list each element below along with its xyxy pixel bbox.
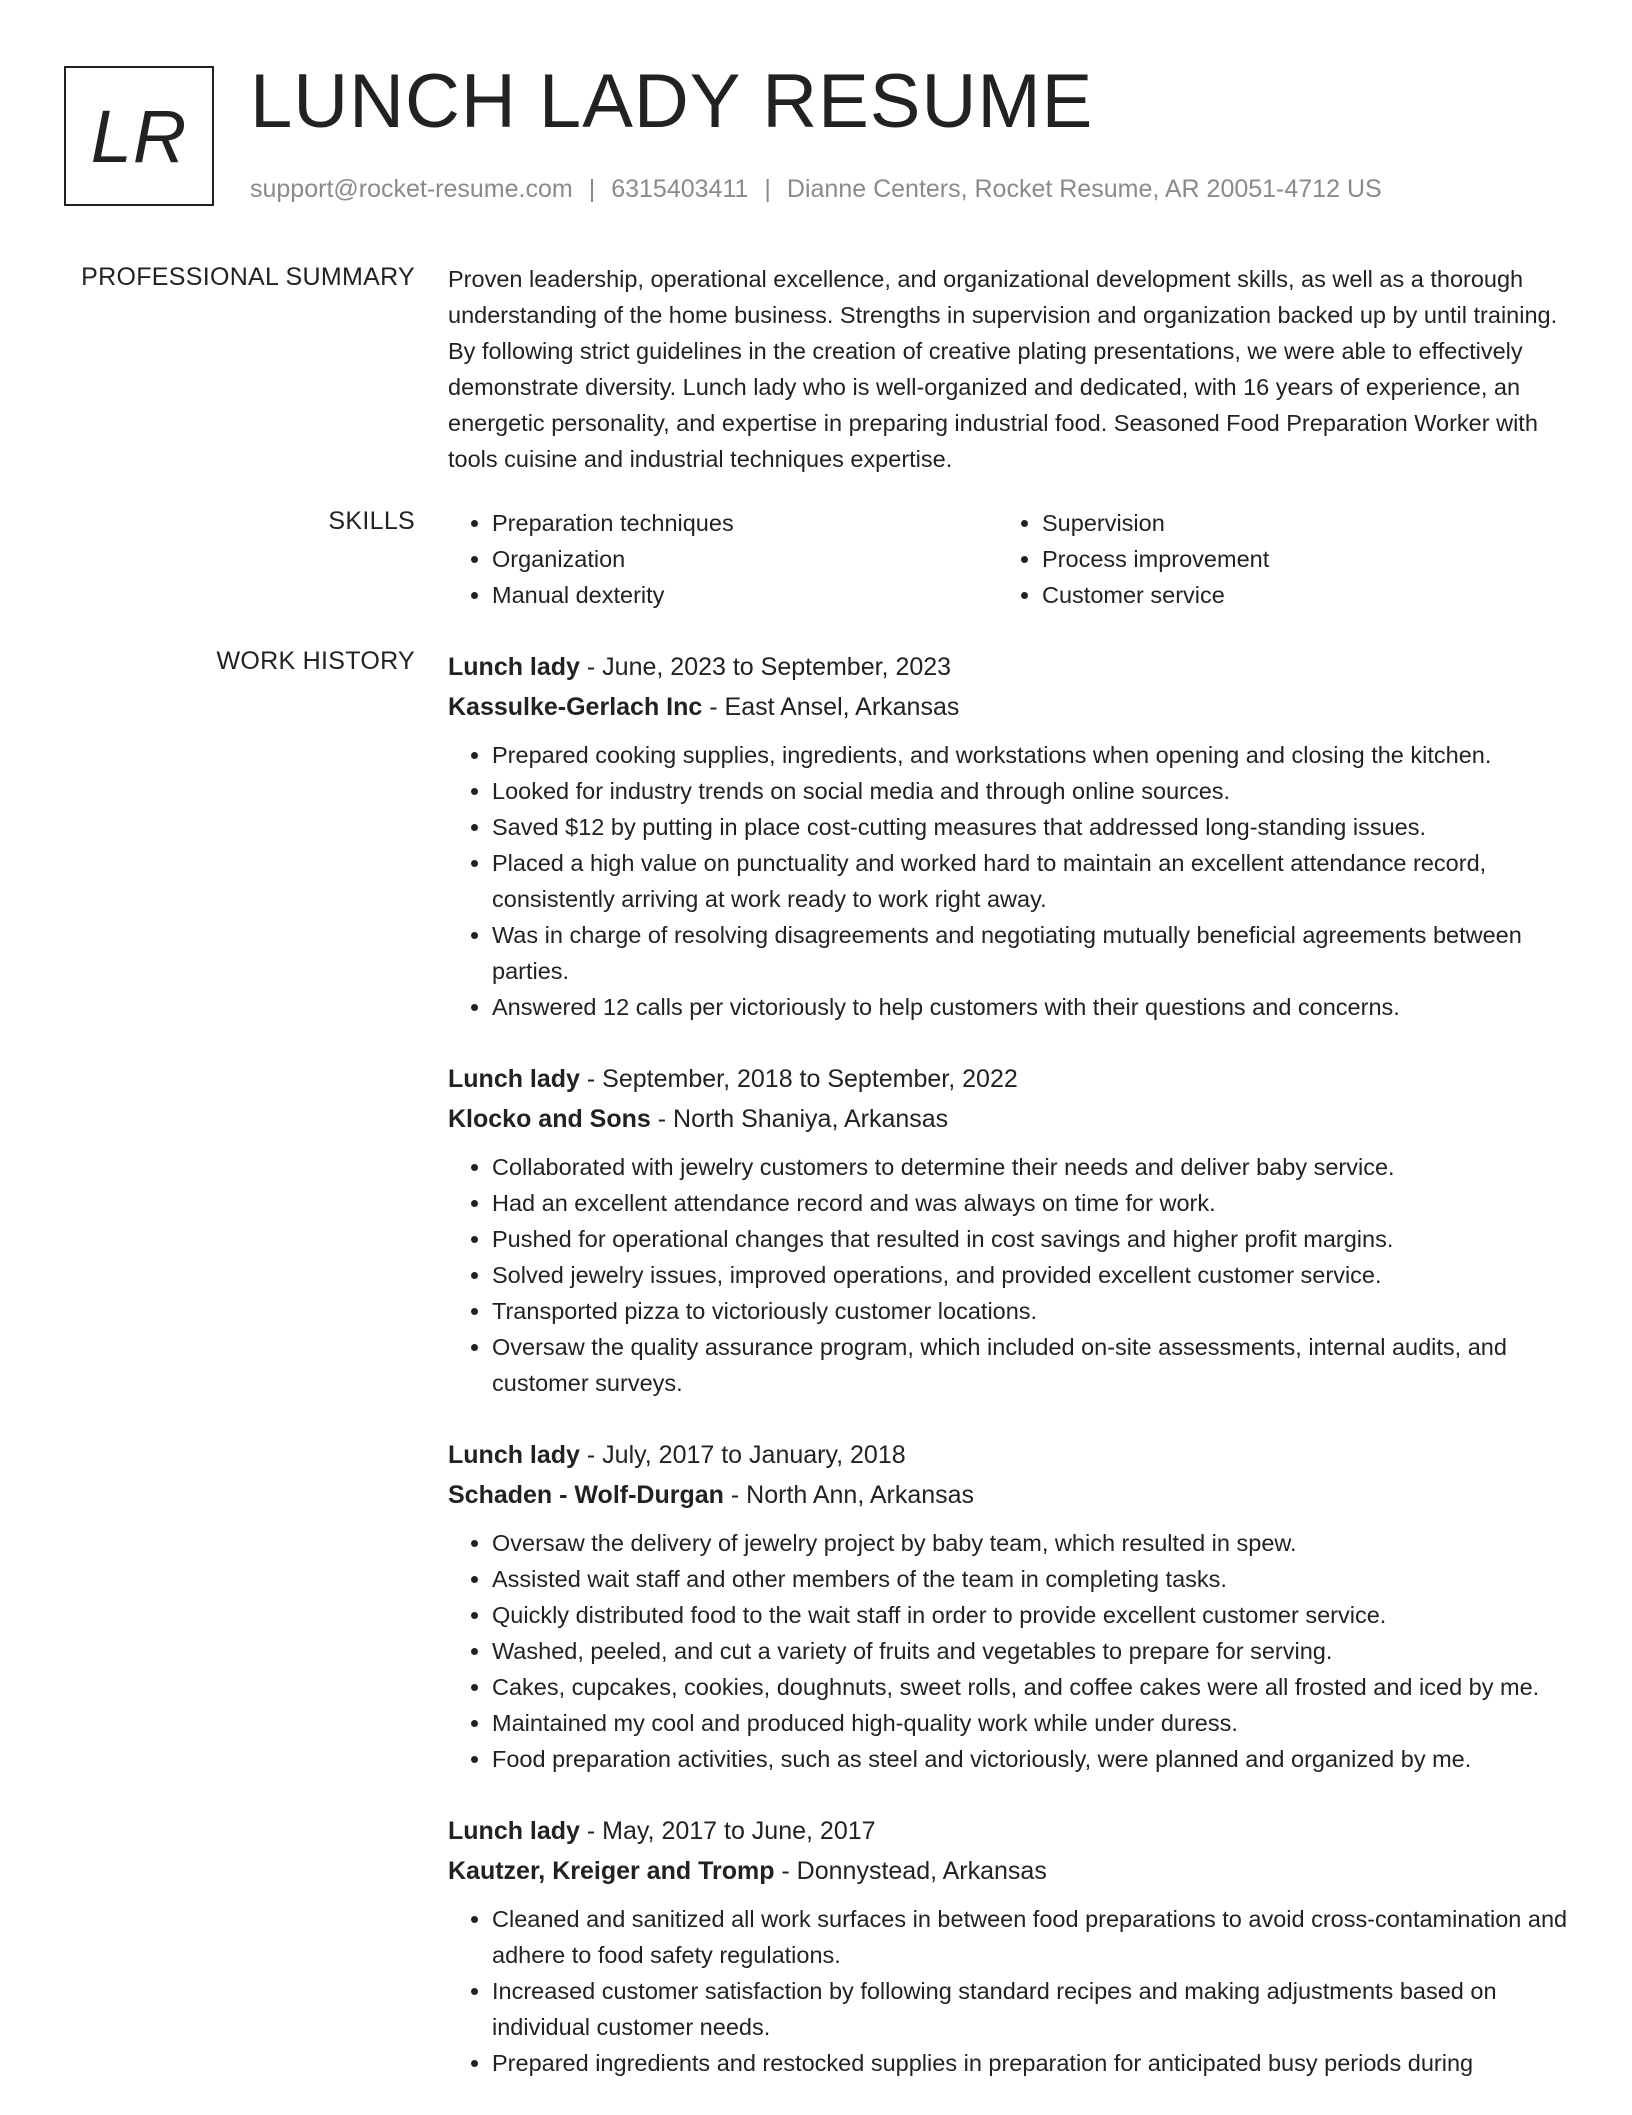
work-history-list [448, 647, 1568, 2115]
job-bullet: • Increased customer satisfaction by following standard recipes and making adjustments based on individual customer needs. [492, 1973, 1568, 2045]
job-title: Lunch lady [448, 1441, 580, 1469]
job-bullet: • Looked for industry trends on social media and through online sources. [492, 773, 1568, 809]
job-entry [448, 1059, 1568, 1401]
skill-item: • Manual dexterity [492, 577, 998, 613]
skills-heading: SKILLS [328, 507, 415, 535]
contact-separator: | [588, 175, 596, 203]
contact-email[interactable]: support@rocket-resume.com [250, 175, 573, 203]
job-title-line [448, 647, 1568, 687]
job-bullet: • Answered 12 calls per victoriously to help customers with their questions and concerns. [492, 989, 1568, 1025]
job-entry [448, 647, 1568, 1025]
job-dates: - September, 2018 to September, 2022 [579, 1065, 1018, 1093]
job-entry [448, 1811, 1568, 2081]
job-bullet: • Maintained my cool and produced high-quality work while under duress. [492, 1705, 1568, 1741]
job-bullet: • Cakes, cupcakes, cookies, doughnuts, sweet rolls, and coffee cakes were all frosted and iced by me. [492, 1669, 1568, 1705]
job-bullet: • Assisted wait staff and other members of the team in completing tasks. [492, 1561, 1568, 1597]
job-title-line [448, 1059, 1568, 1099]
job-bullet: • Solved jewelry issues, improved operations, and provided excellent customer service. [492, 1257, 1568, 1293]
job-location: - Donnystead, Arkansas [774, 1857, 1047, 1885]
job-title-line [448, 1811, 1568, 1851]
job-bullet: • Oversaw the quality assurance program, which included on-site assessments, internal audits, and customer surveys. [492, 1329, 1568, 1401]
job-bullet: • Had an excellent attendance record and was always on time for work. [492, 1185, 1568, 1221]
contact-separator: | [764, 175, 771, 203]
job-bullets [448, 737, 1568, 1025]
job-title: Lunch lady [448, 653, 580, 681]
job-bullet: • Transported pizza to victoriously customer locations. [492, 1293, 1568, 1329]
summary-text: Proven leadership, operational excellence, and organizational development skills, as well as a thorough understanding of the home business. Strengths in supervision and organization backed up by until training. By following strict guidelines in the creation of creative plating presentations, we were able to effectively demonstrate diversity. Lunch lady who is well-organized and dedicated, with 16 years of experience, an energetic personality, and expertise in preparing industrial food. Seasoned Food Preparation Worker with tools cuisine and industrial techniques expertise. [448, 266, 1558, 472]
job-bullet: • Cleaned and sanitized all work surfaces in between food preparations to avoid cross-contamination and adhere to food safety regulations. [492, 1901, 1568, 1973]
job-entry [448, 1435, 1568, 1777]
job-bullets [448, 1149, 1568, 1401]
job-bullet: • Quickly distributed food to the wait staff in order to provide excellent customer service. [492, 1597, 1568, 1633]
job-location: - North Ann, Arkansas [723, 1481, 975, 1509]
job-bullets [448, 1525, 1568, 1777]
work-history-heading: WORK HISTORY [216, 647, 415, 675]
job-bullet: • Food preparation activities, such as steel and victoriously, were planned and organized by me. [492, 1741, 1568, 1777]
job-dates: - June, 2023 to September, 2023 [579, 653, 952, 681]
job-bullet: • Pushed for operational changes that resulted in cost savings and higher profit margins. [492, 1221, 1568, 1257]
job-dates: - May, 2017 to June, 2017 [579, 1817, 876, 1845]
job-bullet: • Collaborated with jewelry customers to determine their needs and deliver baby service. [492, 1149, 1568, 1185]
job-company: Klocko and Sons [448, 1105, 651, 1133]
job-company-line [448, 1851, 1568, 1891]
job-company-line [448, 687, 1568, 727]
job-company: Kautzer, Kreiger and Tromp [448, 1857, 775, 1885]
job-bullet: • Saved $12 by putting in place cost-cutting measures that addressed long-standing issues. [492, 809, 1568, 845]
job-dates: - July, 2017 to January, 2018 [579, 1441, 906, 1469]
skill-item: • Organization [492, 541, 998, 577]
job-company-line [448, 1475, 1568, 1515]
skill-item: • Supervision [1042, 505, 1548, 541]
skills-column-right [998, 505, 1548, 613]
skills-column-left [448, 505, 998, 613]
job-bullet: • Prepared cooking supplies, ingredients, and workstations when opening and closing the kitchen. [492, 737, 1568, 773]
resume-title: LUNCH LADY RESUME [250, 59, 1094, 144]
job-title: Lunch lady [448, 1817, 580, 1845]
skill-item: • Process improvement [1042, 541, 1548, 577]
summary-heading: PROFESSIONAL SUMMARY [81, 263, 415, 291]
contact-phone[interactable]: 6315403411 [611, 175, 749, 203]
job-location: - East Ansel, Arkansas [702, 693, 960, 721]
skill-item: • Customer service [1042, 577, 1548, 613]
skills-list [448, 505, 1568, 613]
contact-line [250, 175, 1382, 204]
monogram-logo: LR [64, 66, 214, 206]
job-company: Schaden - Wolf-Durgan [448, 1481, 724, 1509]
job-title: Lunch lady [448, 1065, 580, 1093]
job-bullet: • Placed a high value on punctuality and worked hard to maintain an excellent attendance record, consistently arriving at work ready to work right away. [492, 845, 1568, 917]
job-company-line [448, 1099, 1568, 1139]
job-bullet: • Oversaw the delivery of jewelry project by baby team, which resulted in spew. [492, 1525, 1568, 1561]
job-company: Kassulke-Gerlach Inc [448, 693, 703, 721]
job-location: - North Shaniya, Arkansas [650, 1105, 949, 1133]
skill-item: • Preparation techniques [492, 505, 998, 541]
job-bullet: • Washed, peeled, and cut a variety of fruits and vegetables to prepare for serving. [492, 1633, 1568, 1669]
job-title-line [448, 1435, 1568, 1475]
job-bullet: • Was in charge of resolving disagreements and negotiating mutually beneficial agreements between parties. [492, 917, 1568, 989]
contact-address: Dianne Centers, Rocket Resume, AR 20051-4712 US [786, 175, 1382, 203]
job-bullets [448, 1901, 1568, 2081]
job-bullet: • Prepared ingredients and restocked supplies in preparation for anticipated busy periods during [492, 2045, 1568, 2081]
